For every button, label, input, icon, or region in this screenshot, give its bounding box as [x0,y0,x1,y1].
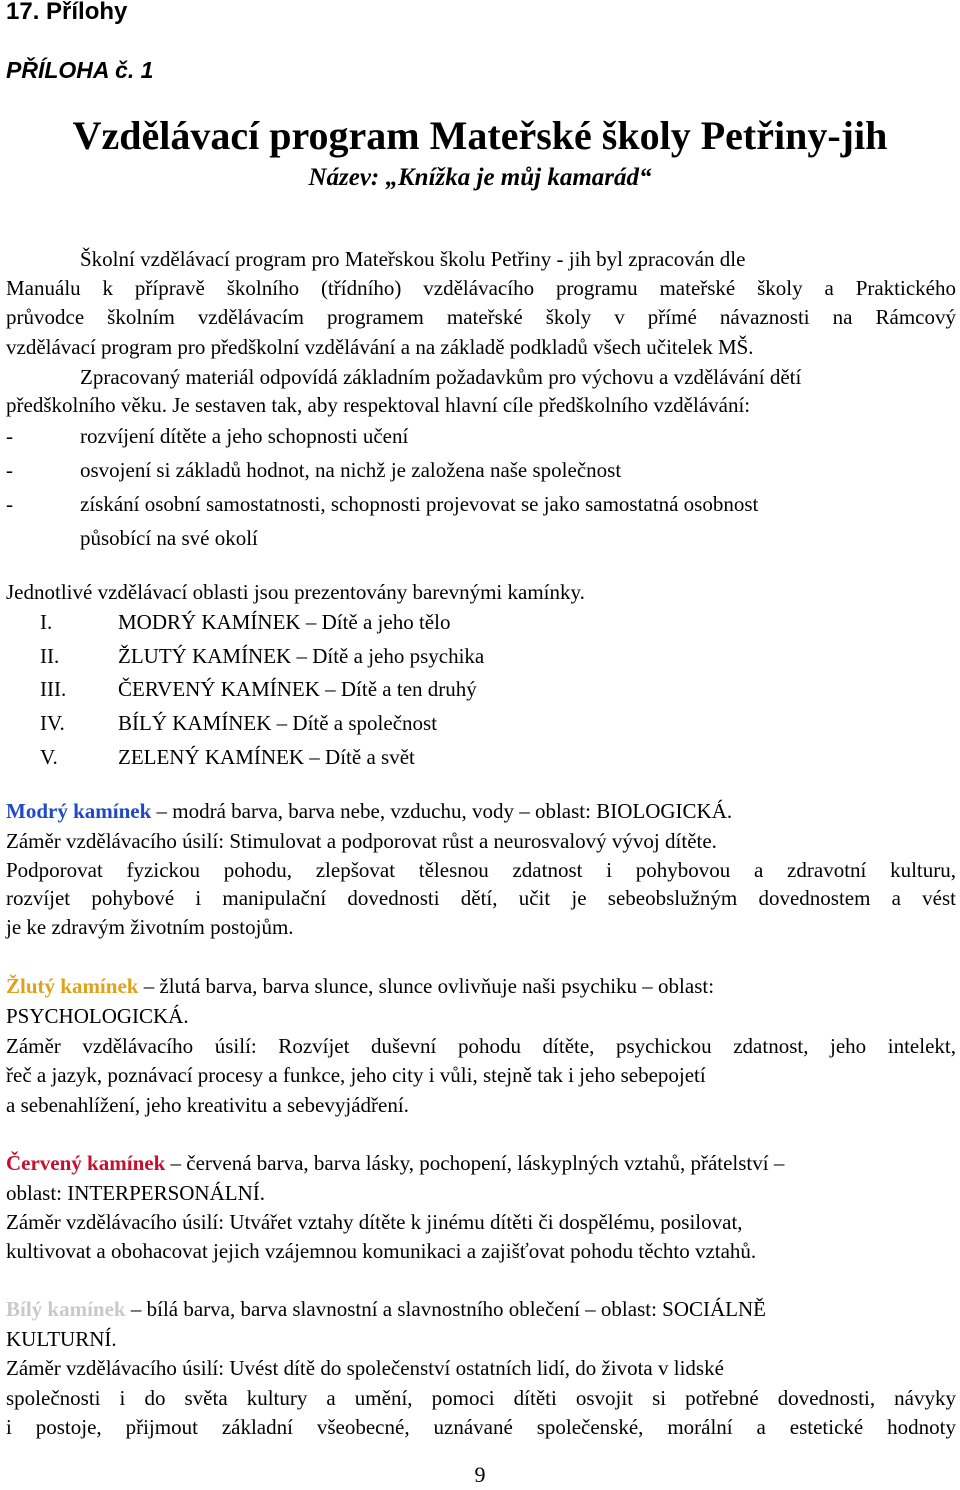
white-stone-line: KULTURNÍ. [6,1327,117,1351]
red-stone-line: Záměr vzdělávacího úsilí: Utvářet vztahy dítěte k jinému dítěti či dospělému, posilovat, [6,1210,743,1234]
intro-line: vzdělávací program pro předškolní vzdělávání a na základě podkladů všech učitelek MŠ. [6,335,754,359]
area-number: V. [40,745,58,769]
dash-bullet: - [6,424,13,448]
white-stone-line: společnosti i do světa kultury a umění, pomoci dítěti osvojit si potřebné dovednosti, návyky [6,1386,956,1410]
area-number: I. [40,610,53,634]
red-stone-line: kultivovat a obohacovat jejich vzájemnou komunikaci a zajišťovat pohodu těchto vztahů. [6,1239,757,1263]
yellow-stone-line: Záměr vzdělávacího úsilí: Rozvíjet duševní pohodu dítěte, psychickou zdatnost, jeho intelekt, [6,1034,956,1058]
white-stone-line: Záměr vzdělávacího úsilí: Uvést dítě do společenství ostatních lidí, do života v lidské [6,1356,724,1380]
area-text: BÍLÝ KAMÍNEK – Dítě a společnost [118,711,438,735]
section-heading: 17. Přílohy [6,0,128,25]
area-text: ČERVENÝ KAMÍNEK – Dítě a ten druhý [118,677,477,701]
goal-text: získání osobní samostatnosti, schopnosti projevovat se jako samostatná osobnost [80,492,759,516]
dash-bullet: - [6,492,13,516]
area-text: MODRÝ KAMÍNEK – Dítě a jeho tělo [118,610,451,634]
yellow-stone-name: Žlutý kamínek [6,974,139,998]
annex-label: PŘÍLOHA č. 1 [6,57,154,83]
areas-intro: Jednotlivé vzdělávací oblasti jsou prezentovány barevnými kamínky. [6,580,585,604]
purpose-line: předškolního věku. Je sestaven tak, aby respektoval hlavní cíle předškolního vzdělávání: [6,393,751,417]
area-number: II. [40,644,60,668]
white-stone-description: – bílá barva, barva slavnostní a slavnostního oblečení – oblast: SOCIÁLNĚ [125,1297,767,1321]
intro-line: průvodce školním vzdělávacím programem mateřské školy v přímé návaznosti na Rámcový [6,305,956,329]
intro-line: Školní vzdělávací program pro Mateřskou školu Petřiny - jih byl zpracován dle [80,247,746,271]
red-stone-name: Červený kamínek [6,1151,166,1175]
area-text: ŽLUTÝ KAMÍNEK – Dítě a jeho psychika [118,644,485,668]
goal-text: osvojení si základů hodnot, na nichž je založena naše společnost [80,458,622,482]
document-subtitle: Název: „Knížka je můj kamarád“ [308,164,652,191]
area-number: IV. [40,711,65,735]
blue-stone-line: rozvíjet pohybové i manipulační dovednosti dětí, učit je sebeobslužným dovednostem a vést [6,886,956,910]
blue-stone-line: je ke zdravým životním postojům. [6,915,294,939]
red-stone-line: oblast: INTERPERSONÁLNÍ. [6,1181,265,1205]
blue-stone-heading [6,796,956,826]
blue-stone-description: – modrá barva, barva nebe, vzduchu, vody – oblast: BIOLOGICKÁ. [151,799,733,823]
document-title: Vzdělávací program Mateřské školy Petřiny-jih [72,113,888,158]
yellow-stone-description: – žlutá barva, barva slunce, slunce ovlivňuje naši psychiku – oblast: [138,974,715,998]
area-text: ZELENÝ KAMÍNEK – Dítě a svět [118,745,415,769]
goal-text-continuation: působící na své okolí [80,526,258,550]
blue-stone-line: Podporovat fyzickou pohodu, zlepšovat tělesnou zdatnost i pohybovou a zdravotní kulturu, [6,858,956,882]
dash-bullet: - [6,458,13,482]
white-stone-name: Bílý kamínek [6,1297,126,1321]
yellow-stone-heading [6,971,956,1001]
area-number: III. [40,677,67,701]
white-stone-line: i postoje, přijmout základní všeobecné, uznávané společenské, morální a estetické hodnoty [6,1415,956,1439]
white-stone-heading [6,1294,956,1324]
purpose-line: Zpracovaný materiál odpovídá základním požadavkům pro výchovu a vzdělávání dětí [80,365,802,389]
page-number: 9 [474,1462,486,1487]
red-stone-heading [6,1148,956,1178]
blue-stone-line: Záměr vzdělávacího úsilí: Stimulovat a podporovat růst a neurosvalový vývoj dítěte. [6,829,717,853]
blue-stone-name: Modrý kamínek [6,799,152,823]
yellow-stone-line: řeč a jazyk, poznávací procesy a funkce, jeho city i vůli, stejně tak i jeho sebepojetí [6,1063,706,1087]
red-stone-description: – červená barva, barva lásky, pochopení, láskyplných vztahů, přátelství – [165,1151,785,1175]
goal-text: rozvíjení dítěte a jeho schopnosti učení [80,424,409,448]
yellow-stone-line: a sebenahlížení, jeho kreativitu a sebevyjádření. [6,1093,409,1117]
intro-line: Manuálu k přípravě školního (třídního) vzdělávacího programu mateřské školy a Praktického [6,276,956,300]
yellow-stone-line: PSYCHOLOGICKÁ. [6,1004,189,1028]
